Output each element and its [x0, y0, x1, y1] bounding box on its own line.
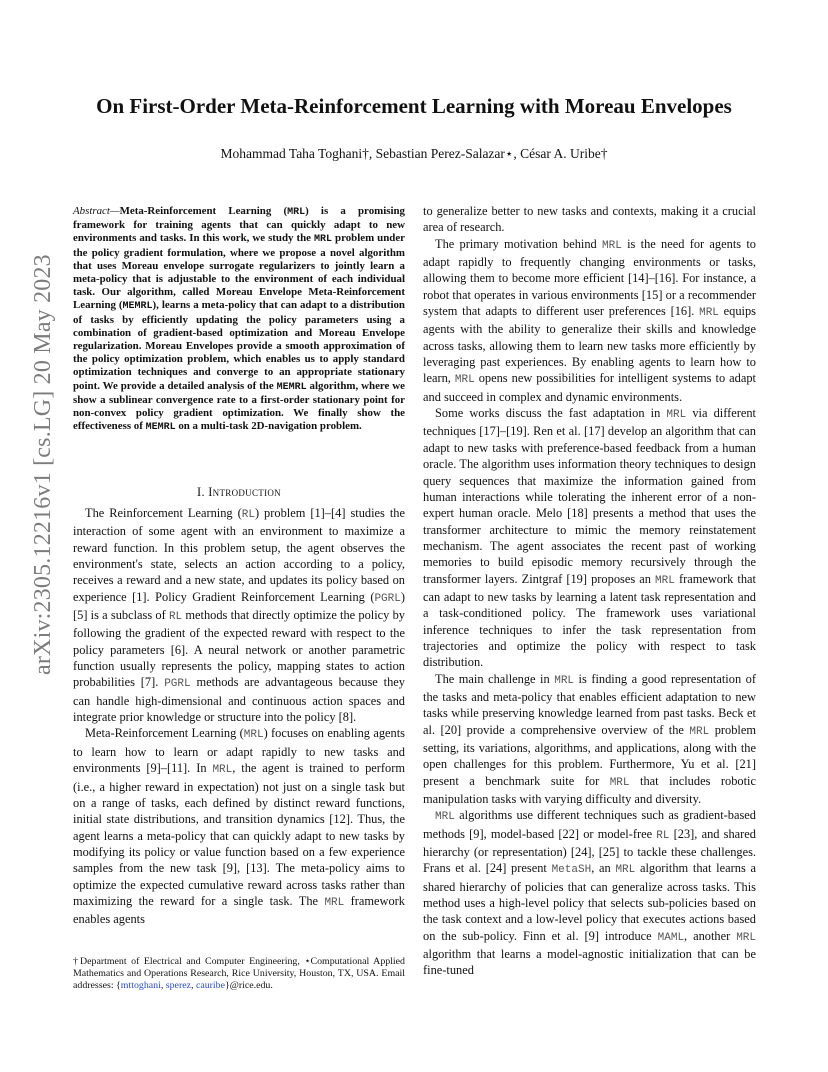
intro-paragraph-3: The primary motivation behind MRL is the need for agents to adapt rapidly to frequently changing environments or tasks, allowing them to become more efficient [14]–[16]. For instance, a robot that operates in various environments [15] or a recommender system that adapts to different user preferences [16]. MRL equips agents with the ability to generalize their skills and knowledge across tasks, allowing them to learn new tasks more efficiently by leveraging past experiences. By enabling agents to learn how to learn, MRL opens new possibilities for intelligent systems to adapt and succeed in complex and dynamic environments. — [423, 236, 757, 404]
email-link[interactable]: sperez — [165, 980, 191, 992]
left-column — [73, 505, 405, 928]
intro-paragraph-6: MRL algorithms use different techniques such as gradient-based methods [9], model-based [22] or model-free RL [23], and shared hierarchy (or representation) [24], [25] to tackle these challenges. Frans et al. [24] present MetaSH, an MRL algorithm that learns a shared hierarchy of policies that can generalize across tasks. This method uses a high-level policy that selects sub-policies based on the task context and a low-level policy that executes actions based on the sub-policy. Finn et al. [9] introduce MAML, another MRL algorithm that learns a model-agnostic initialization that can be fine-tuned — [423, 808, 756, 978]
abstract-label: Abstract— — [73, 205, 120, 217]
arxiv-watermark: arXiv:2305.12216v1 [cs.LG] 20 May 2023 — [30, 254, 56, 675]
intro-paragraph-4: Some works discuss the fast adaptation in MRL via different techniques [17]–[19]. Ren et al. [17] develop an algorithm that can adapt to new tasks with preference-based feedback from a human oracle. The algorithm uses information theory techniques to design query sequences that maximize the information gained from human interactions while tolerating the inherent error of a non-expert human oracle. Melo [18] presents a method that uses the transformer architecture to mimic the memory reinstatement mechanism. The agent associates the recent past of working memories to build episodic memory recursively through the transformer layers. Zintgraf [19] proposes an MRL framework that can adapt to new tasks by learning a latent task representation and a task-conditioned policy. The framework uses variational inference techniques to infer the task representation from trajectories and optimize the policy with respect to task distribution. — [423, 406, 756, 670]
affiliation-footnote: †Department of Electrical and Computer Engineering, ⋆Computational Applied Mathematics and Operations Research, Rice University, Houston, TX, USA. Email addresses: {mttoghani, sperez, cauribe}@rice.edu. — [73, 956, 405, 992]
section-heading: I. Introduction — [197, 485, 281, 499]
abstract: Abstract—Meta-Reinforcement Learning (MRL) is a promising framework for training agents that can quickly adapt to new environments and tasks. In this work, we study the MRL problem under the policy gradient formulation, where we propose a novel algorithm that uses Moreau envelope surrogate regularizers to jointly learn a meta-policy that is adjustable to the environment of each individual task. Our algorithm, called Moreau Envelope Meta-Reinforcement Learning (MEMRL), learns a meta-policy that can adapt to a distribution of tasks by efficiently updating the policy parameters using a combination of gradient-based optimization and Moreau Envelope regularization. Moreau Envelopes provide a smooth approximation of the policy optimization problem, which enables us to apply standard optimization techniques and converge to an appropriate stationary point. We provide a detailed analysis of the MEMRL algorithm, where we show a sublinear convergence rate to a first-order stationary point for non-convex policy gradient optimization. We finally show the effectiveness of MEMRL on a multi-task 2D-navigation problem. — [73, 205, 406, 434]
email-link[interactable]: cauribe — [195, 980, 225, 992]
intro-paragraph-continued: to generalize better to new tasks and contexts, making it a crucial area of research. — [423, 204, 756, 235]
intro-paragraph-1: The Reinforcement Learning (RL) problem [1]–[4] studies the interaction of some agent with an environment to maximize a reward function. In this problem setup, the agent observes the environment's state, selects an action according to a policy, receives a reward and a new state, and updates its policy based on experience [1]. Policy Gradient Reinforcement Learning (PGRL) [5] is a subclass of RL methods that directly optimize the policy by following the gradient of the expected reward with respect to the policy parameters [6]. A neural network or another parametric function usually represents the policy, mapping states to action probabilities [7]. PGRL methods are advantageous because they can handle high-dimensional and continuous action spaces and integrate prior knowledge or structure into the policy [8]. — [73, 506, 405, 725]
paper-title: On First-Order Meta-Reinforcement Learning with Moreau Envelopes — [96, 94, 732, 118]
intro-paragraph-2: Meta-Reinforcement Learning (MRL) focuses on enabling agents to learn how to learn or adapt rapidly to new tasks and environments [9]–[11]. In MRL, the agent is trained to perform (i.e., a higher reward in expectation) not just on a single task but on a range of tasks, each defined by distinct reward functions, initial state distributions, and transition dynamics [12]. Thus, the agent learns a meta-policy that can quickly adapt to new tasks by modifying its policy or value function based on a few experience samples from the new task [9], [13]. The meta-policy aims to optimize the expected cumulative reward across tasks rather than maximizing the reward for a single task. The MRL framework enables agents — [73, 726, 405, 927]
email-link[interactable]: mttoghani — [120, 980, 161, 992]
intro-paragraph-5: The main challenge in MRL is finding a good representation of the tasks and meta-policy that enables efficient adaptation to new tasks while preserving knowledge learned from past tasks. Beck et al. [20] provide a comprehensive overview of the MRL problem setting, its variations, algorithms, and applications, along with the open challenges for this problem. Furthermore, Yu et al. [21] present a benchmark suite for MRL that includes robotic manipulation tasks with varying difficulty and diversity. — [423, 671, 756, 807]
right-column — [423, 203, 756, 979]
author-list: Mohammad Taha Toghani†, Sebastian Perez-Salazar⋆, César A. Uribe† — [220, 146, 608, 161]
